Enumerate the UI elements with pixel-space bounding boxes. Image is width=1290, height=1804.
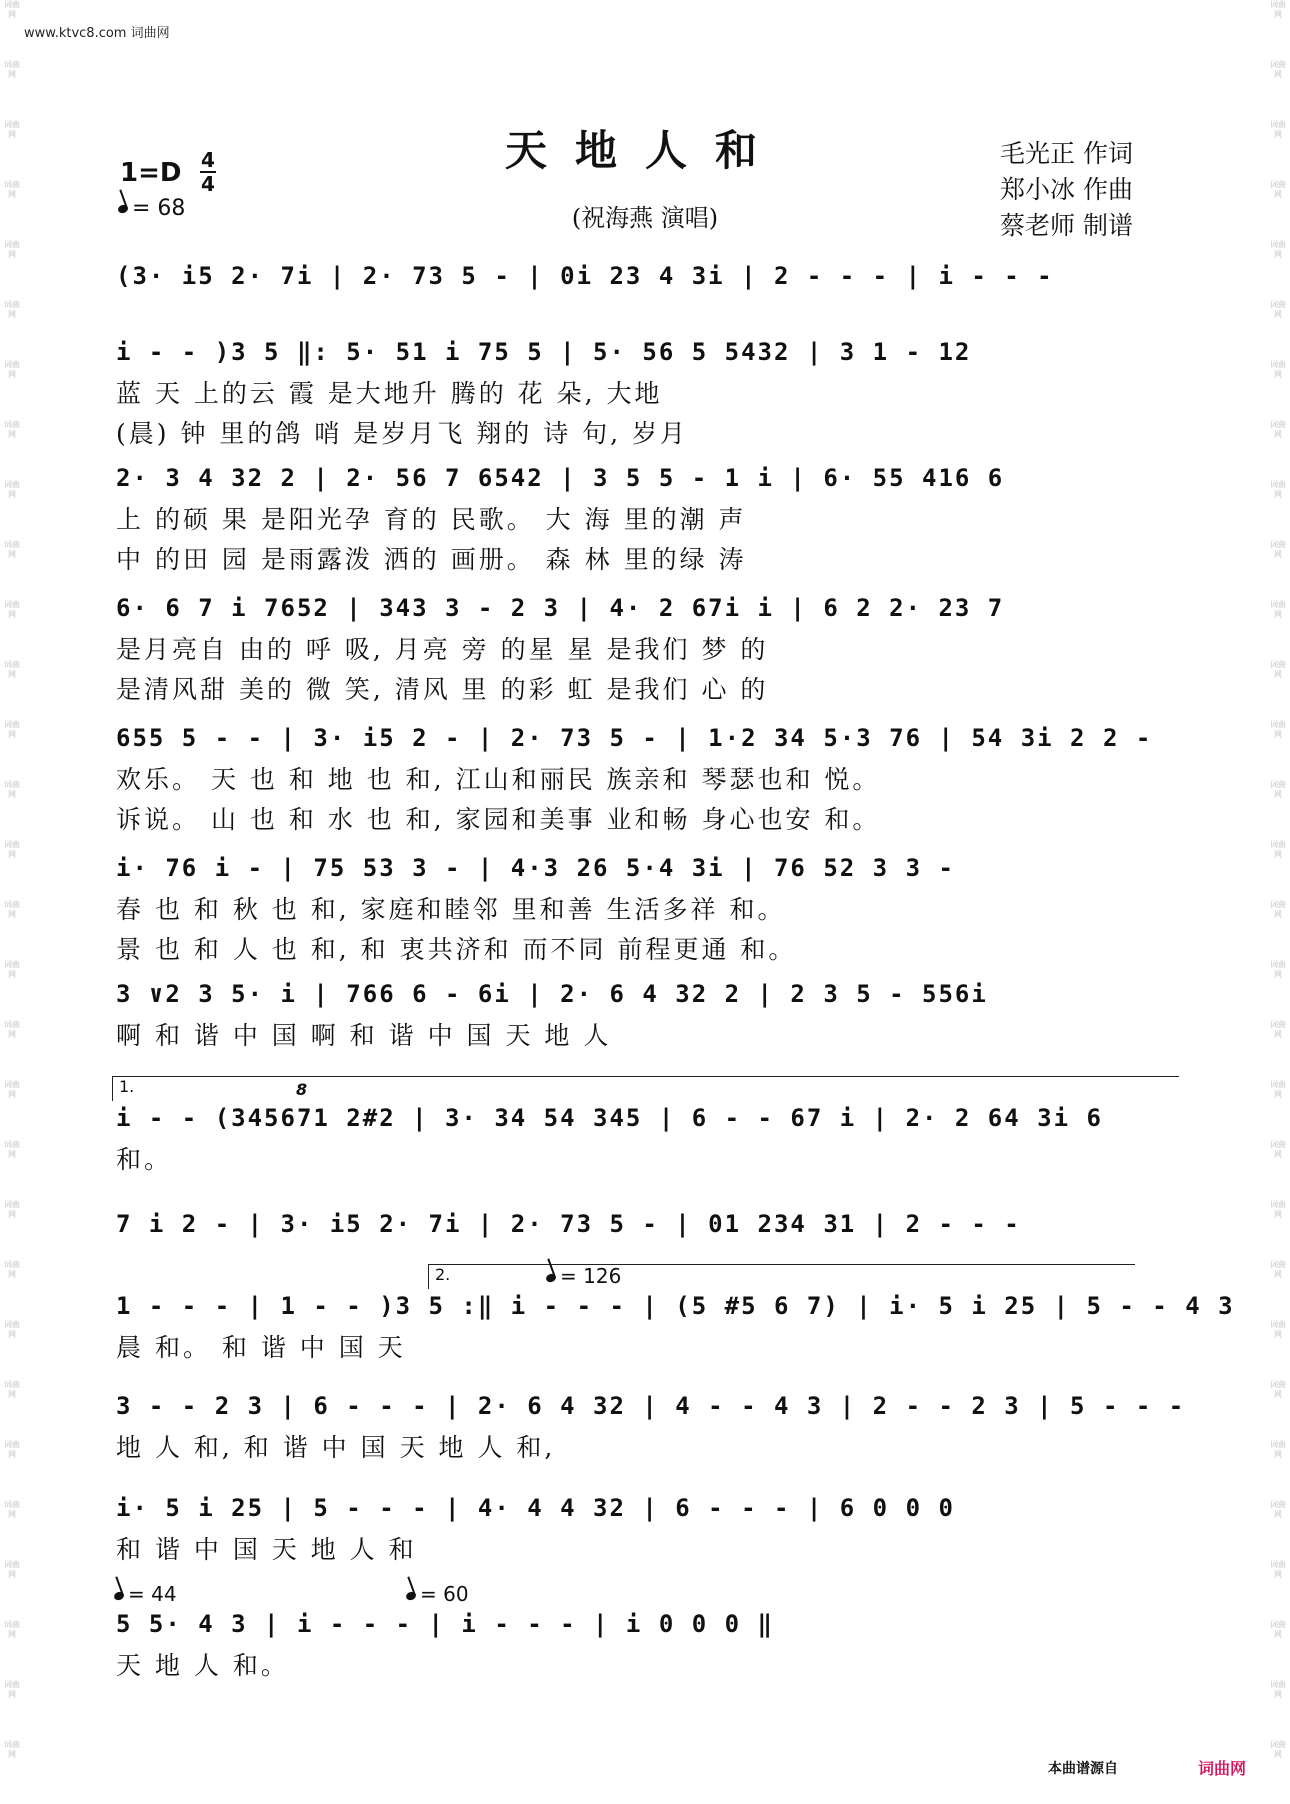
lyric-row: 欢乐。 天 也 和 地 也 和, 江山和丽民 族亲和 琴瑟也和 悦。 — [116, 765, 881, 794]
score-line — [116, 464, 1176, 576]
lyric-row: 蓝 天 上的云 霞 是大地升 腾的 花 朵, 大地 — [116, 379, 663, 408]
time-signature — [200, 150, 216, 194]
watermark-text: 词曲网 — [4, 1380, 20, 1399]
watermark-text: 词曲网 — [4, 1440, 20, 1459]
quarter-note-icon — [113, 1590, 125, 1601]
watermark-text: 词曲网 — [4, 60, 20, 79]
watermark-text: 词曲网 — [1270, 1080, 1286, 1099]
volta-bracket: 2. — [428, 1264, 1135, 1289]
lyric-row: (晨) 钟 里的鸽 哨 是岁月飞 翔的 诗 句, 岁月 — [116, 419, 689, 448]
watermark-text: 词曲网 — [1270, 1620, 1286, 1639]
watermark-text: 词曲网 — [4, 540, 20, 559]
lyric-row: 和。 — [116, 1145, 173, 1174]
score-line — [116, 980, 1176, 1052]
lyric-row: 晨 和。 和 谐 中 国 天 — [116, 1333, 406, 1362]
watermark-text: 词曲网 — [1270, 840, 1286, 859]
score-line — [116, 1392, 1186, 1464]
watermark-text: 词曲网 — [4, 1560, 20, 1579]
watermark-text: 词曲网 — [1270, 480, 1286, 499]
watermark-text: 词曲网 — [1270, 1260, 1286, 1279]
watermark-text: 词曲网 — [1270, 600, 1286, 619]
notation-row: 5 5· 4 3 | i - - - | i - - - | i 0 0 0 ‖ — [116, 1610, 774, 1638]
tempo-value: = 126 — [560, 1264, 622, 1288]
right-watermark-strip — [1268, 0, 1288, 1804]
score-line — [116, 1077, 1176, 1176]
watermark-text: 词曲网 — [4, 600, 20, 619]
tempo-value: = 44 — [128, 1582, 177, 1606]
quarter-note-icon — [117, 204, 129, 215]
watermark-text: 词曲网 — [4, 360, 20, 379]
watermark-text: 词曲网 — [4, 480, 20, 499]
watermark-text: 词曲网 — [4, 1140, 20, 1159]
notation-row: 655 5 - - | 3· i5 2 - | 2· 73 5 - | 1·2 34 5·3 76 | 54 3i 2 2 - — [116, 724, 1153, 752]
initial-tempo-value: = 68 — [132, 196, 186, 221]
lyric-row: 诉说。 山 也 和 水 也 和, 家园和美事 业和畅 身心也安 和。 — [116, 805, 881, 834]
watermark-text: 词曲网 — [4, 0, 20, 19]
watermark-text: 词曲网 — [4, 1320, 20, 1339]
notation-row: 6· 6 7 i 7652 | 343 3 - 2 3 | 4· 2 67i i | 6 2 2· 23 7 — [116, 594, 1005, 622]
watermark-text: 词曲网 — [4, 240, 20, 259]
watermark-text: 词曲网 — [1270, 720, 1286, 739]
watermark-text: 词曲网 — [1270, 1500, 1286, 1519]
watermark-text: 词曲网 — [1270, 1560, 1286, 1579]
watermark-text: 词曲网 — [1270, 1200, 1286, 1219]
score-line — [116, 594, 1176, 706]
singer-credit: (祝海燕 演唱) — [571, 204, 719, 232]
watermark-text: 词曲网 — [4, 960, 20, 979]
notation-row: i· 5 i 25 | 5 - - - | 4· 4 4 32 | 6 - - - | 6 0 0 0 — [116, 1494, 955, 1522]
score-line — [116, 854, 1176, 966]
watermark-text: 词曲网 — [1270, 1320, 1286, 1339]
watermark-text: 词曲网 — [1270, 1020, 1286, 1039]
lyric-row: 是月亮自 由的 呼 吸, 月亮 旁 的星 星 是我们 梦 的 — [116, 635, 769, 664]
watermark-text: 词曲网 — [1270, 780, 1286, 799]
credits — [1000, 136, 1133, 244]
lyric-row: 上 的硕 果 是阳光孕 育的 民歌。 大 海 里的潮 声 — [116, 505, 747, 534]
watermark-text: 词曲网 — [1270, 420, 1286, 439]
watermark-text: 词曲网 — [1270, 240, 1286, 259]
site-url[interactable]: www.ktvc8.com 词曲网 — [24, 26, 170, 41]
notation-row: (3· i5 2· 7i | 2· 73 5 - | 0i 23 4 3i | 2 - - - | i - - - — [116, 262, 1054, 290]
score-line — [116, 1494, 1176, 1566]
watermark-text: 词曲网 — [4, 180, 20, 199]
score-line — [116, 1582, 1176, 1682]
watermark-text: 词曲网 — [4, 780, 20, 799]
lyricist-credit: 毛光正 作词 — [1000, 139, 1133, 168]
notation-row: i - - )3 5 ‖: 5· 51 i 75 5 | 5· 56 5 5432 | 3 1 - 12 — [116, 338, 972, 366]
score-line — [116, 1210, 1176, 1238]
watermark-text: 词曲网 — [4, 720, 20, 739]
volta-bracket: 1. — [112, 1076, 1179, 1101]
watermark-text: 词曲网 — [1270, 300, 1286, 319]
ottava-mark: 8 — [296, 1080, 308, 1099]
watermark-text: 词曲网 — [4, 840, 20, 859]
watermark-text: 词曲网 — [1270, 900, 1286, 919]
transcriber-credit: 蔡老师 制谱 — [1000, 211, 1133, 240]
watermark-text: 词曲网 — [4, 1740, 20, 1759]
lyric-row: 天 地 人 和。 — [116, 1651, 289, 1680]
notation-row: 3 - - 2 3 | 6 - - - | 2· 6 4 32 | 4 - - 4 3 | 2 - - 2 3 | 5 - - - — [116, 1392, 1186, 1420]
watermark-text: 词曲网 — [1270, 1440, 1286, 1459]
lyric-row: 和 谐 中 国 天 地 人 和 — [116, 1535, 417, 1564]
tempo-mark-2 — [406, 1582, 469, 1606]
lyric-row: 啊 和 谐 中 国 啊 和 谐 中 国 天 地 人 — [116, 1021, 612, 1050]
watermark-text: 词曲网 — [4, 1500, 20, 1519]
watermark-text: 词曲网 — [4, 1080, 20, 1099]
notation-row: i - - (345671 2#2 | 3· 34 54 345 | 6 - - 67 i | 2· 2 64 3i 6 — [116, 1104, 1103, 1132]
watermark-text: 词曲网 — [4, 1260, 20, 1279]
watermark-text: 词曲网 — [1270, 540, 1286, 559]
watermark-text: 词曲网 — [4, 1200, 20, 1219]
watermark-text: 词曲网 — [1270, 60, 1286, 79]
watermark-text: 词曲网 — [1270, 120, 1286, 139]
watermark-text: 词曲网 — [1270, 1740, 1286, 1759]
score-line — [116, 1264, 1235, 1364]
footer-site-logo[interactable]: 词曲网 — [1198, 1759, 1247, 1778]
watermark-text: 词曲网 — [1270, 660, 1286, 679]
time-signature-top: 4 — [201, 148, 215, 172]
lyric-row: 景 也 和 人 也 和, 和 衷共济和 而不同 前程更通 和。 — [116, 935, 797, 964]
quarter-note-icon — [405, 1590, 417, 1601]
watermark-text: 词曲网 — [1270, 960, 1286, 979]
notation-row: 3 ∨2 3 5· i | 766 6 - 6i | 2· 6 4 32 2 | 2 3 5 - 556i — [116, 980, 988, 1008]
left-watermark-strip — [2, 0, 22, 1804]
notation-row: 1 - - - | 1 - - )3 5 :‖ i - - - | (5 #5 6 7) | i· 5 i 25 | 5 - - 4 3 — [116, 1292, 1235, 1320]
footer-source-text: 本曲谱源自 — [1048, 1761, 1118, 1777]
score-line — [116, 338, 1176, 450]
composer-credit: 郑小冰 作曲 — [1000, 175, 1133, 204]
initial-tempo — [118, 196, 185, 221]
watermark-text: 词曲网 — [4, 660, 20, 679]
notation-row: i· 76 i - | 75 53 3 - | 4·3 26 5·4 3i | 76 52 3 3 - — [116, 854, 955, 882]
watermark-text: 词曲网 — [1270, 1380, 1286, 1399]
tempo-mark — [546, 1264, 621, 1288]
watermark-text: 词曲网 — [4, 1680, 20, 1699]
watermark-text: 词曲网 — [1270, 0, 1286, 19]
time-signature-bottom: 4 — [201, 172, 215, 196]
watermark-text: 词曲网 — [1270, 1140, 1286, 1159]
quarter-note-icon — [545, 1272, 557, 1283]
lyric-row: 地 人 和, 和 谐 中 国 天 地 人 和, — [116, 1433, 556, 1462]
watermark-text: 词曲网 — [4, 1620, 20, 1639]
watermark-text: 词曲网 — [4, 120, 20, 139]
score-line — [116, 724, 1176, 836]
watermark-text: 词曲网 — [1270, 180, 1286, 199]
lyric-row: 中 的田 园 是雨露泼 洒的 画册。 森 林 里的绿 涛 — [116, 545, 747, 574]
notation-row: 2· 3 4 32 2 | 2· 56 7 6542 | 3 5 5 - 1 i | 6· 55 416 6 — [116, 464, 1005, 492]
notation-row: 7 i 2 - | 3· i5 2· 7i | 2· 73 5 - | 01 234 31 | 2 - - - — [116, 1210, 1021, 1238]
score-line — [116, 262, 1176, 290]
watermark-text: 词曲网 — [4, 900, 20, 919]
tempo-mark — [114, 1582, 177, 1606]
song-title: 天地人和 — [504, 126, 785, 175]
watermark-text: 词曲网 — [1270, 1680, 1286, 1699]
watermark-text: 词曲网 — [1270, 360, 1286, 379]
lyric-row: 春 也 和 秋 也 和, 家庭和睦邻 里和善 生活多祥 和。 — [116, 895, 786, 924]
watermark-text: 词曲网 — [4, 300, 20, 319]
lyric-row: 是清风甜 美的 微 笑, 清风 里 的彩 虹 是我们 心 的 — [116, 675, 769, 704]
key-signature: 1=D — [120, 158, 182, 188]
tempo-value: = 60 — [420, 1582, 469, 1606]
watermark-text: 词曲网 — [4, 420, 20, 439]
watermark-text: 词曲网 — [4, 1020, 20, 1039]
